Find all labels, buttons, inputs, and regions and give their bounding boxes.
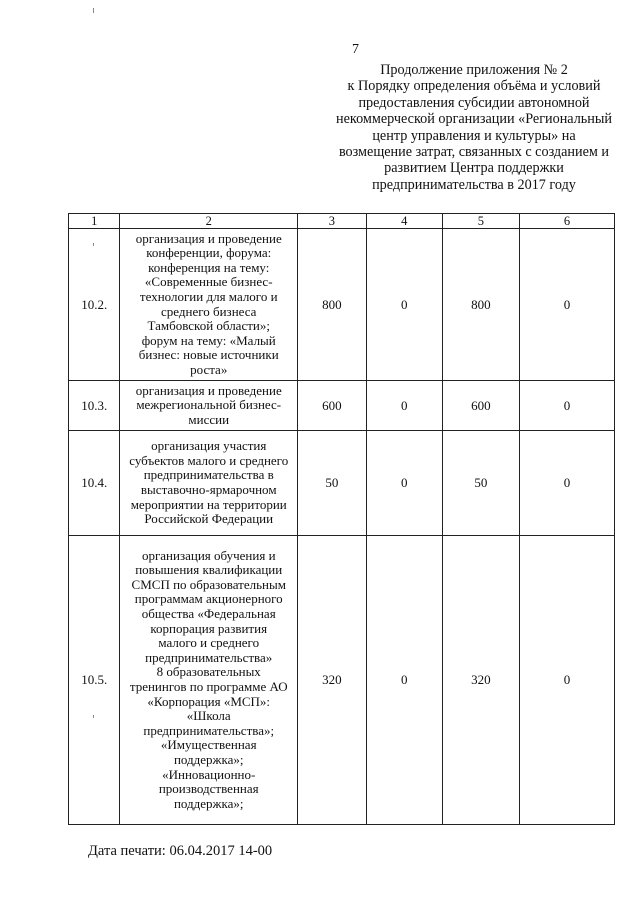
row-number: 10.2. bbox=[69, 229, 120, 381]
description-line: малого и среднего bbox=[158, 635, 260, 651]
description-line: мероприятии на территории bbox=[130, 496, 287, 512]
header-line: предпринимательства в 2017 году bbox=[372, 176, 576, 193]
value-cell: 0 bbox=[520, 381, 615, 431]
value-cell: 0 bbox=[520, 431, 615, 536]
value-cell: 0 bbox=[366, 381, 442, 431]
row-number: 10.4. bbox=[69, 431, 120, 536]
table-row bbox=[69, 536, 615, 825]
value-cell: 0 bbox=[366, 431, 442, 536]
print-date: Дата печати: 06.04.2017 14-00 bbox=[88, 843, 273, 859]
scan-mark bbox=[93, 243, 94, 246]
value-cell: 800 bbox=[442, 229, 520, 381]
header-line: возмещение затрат, связанных с созданием и bbox=[338, 144, 610, 161]
header-line: Продолжение приложения № 2 bbox=[380, 62, 568, 78]
column-header: 4 bbox=[366, 214, 442, 229]
description-line: среднего бизнеса bbox=[161, 303, 257, 319]
description-line: предпринимательства» bbox=[145, 649, 273, 665]
description-line: производственная bbox=[158, 781, 259, 797]
value-cell: 0 bbox=[520, 536, 615, 825]
description-line: форум на тему: «Малый bbox=[141, 332, 276, 348]
description-line: конференции, форума: bbox=[146, 245, 272, 261]
description-line: предпринимательства в bbox=[143, 467, 274, 483]
row-description bbox=[120, 381, 298, 431]
header-line: центр управления и культуры» на bbox=[372, 127, 576, 144]
description-line: поддержка»; bbox=[173, 751, 244, 767]
description-line: программам акционерного bbox=[134, 591, 283, 607]
description-line: бизнес: новые источники bbox=[138, 347, 279, 363]
description-line: организация участия bbox=[151, 438, 267, 454]
scan-mark bbox=[93, 8, 94, 13]
column-header: 6 bbox=[520, 214, 615, 229]
description-line: Российской Федерации bbox=[144, 511, 274, 527]
description-line: повышения квалификации bbox=[135, 562, 283, 578]
description-line: Тамбовской области»; bbox=[147, 318, 270, 334]
table-row bbox=[69, 431, 615, 536]
description-line: роста» bbox=[190, 361, 228, 377]
value-cell: 600 bbox=[442, 381, 520, 431]
description-line: «Современные бизнес- bbox=[144, 274, 273, 290]
description-line: тренингов по программе АО bbox=[129, 679, 288, 694]
value-cell: 600 bbox=[298, 381, 367, 431]
column-header: 1 bbox=[69, 214, 120, 229]
value-cell: 320 bbox=[442, 536, 520, 825]
value-cell: 50 bbox=[442, 431, 520, 536]
value-cell: 800 bbox=[298, 229, 367, 381]
table-header-row bbox=[69, 214, 615, 229]
row-number: 10.5. bbox=[69, 536, 120, 825]
scan-mark bbox=[93, 715, 94, 718]
description-line: субъектов малого и среднего bbox=[129, 452, 289, 468]
description-line: поддержка»; bbox=[173, 795, 244, 811]
value-cell: 0 bbox=[366, 536, 442, 825]
description-line: выставочно-ярмарочном bbox=[140, 482, 277, 497]
description-line: предпринимательства»; bbox=[143, 722, 275, 738]
column-header: 3 bbox=[298, 214, 367, 229]
value-cell: 0 bbox=[366, 229, 442, 381]
table-row bbox=[69, 381, 615, 431]
description-line: СМСП по образовательным bbox=[131, 576, 286, 592]
page-number: 7 bbox=[352, 42, 359, 57]
description-line: «Корпорация «МСП»: bbox=[147, 693, 271, 709]
header-line: к Порядку определения объёма и условий bbox=[347, 78, 601, 95]
row-description bbox=[120, 536, 298, 825]
description-line: организация обучения и bbox=[141, 547, 276, 563]
column-header: 5 bbox=[442, 214, 520, 229]
value-cell: 50 bbox=[298, 431, 367, 536]
row-number: 10.3. bbox=[69, 381, 120, 431]
description-line: организация и проведение bbox=[135, 230, 282, 246]
value-cell: 320 bbox=[298, 536, 367, 825]
header-line: развитием Центра поддержки bbox=[384, 160, 564, 177]
description-line: «Школа bbox=[186, 708, 231, 724]
description-line: корпорация развития bbox=[150, 620, 268, 636]
value-cell: 0 bbox=[520, 229, 615, 381]
description-line: организация и проведение bbox=[135, 382, 282, 398]
header-line: некоммерческой организации «Региональный bbox=[336, 111, 612, 128]
description-line: миссии bbox=[188, 411, 230, 427]
description-line: «Инновационно- bbox=[162, 766, 256, 782]
description-line: «Имущественная bbox=[160, 737, 257, 753]
subsidy-table bbox=[68, 213, 615, 825]
description-line: конференция на тему: bbox=[148, 259, 270, 275]
header-line: предоставления субсидии автономной bbox=[358, 94, 590, 111]
appendix-header bbox=[318, 62, 630, 193]
column-header: 2 bbox=[120, 214, 298, 229]
table-row bbox=[69, 229, 615, 381]
row-description bbox=[120, 431, 298, 536]
row-description bbox=[120, 229, 298, 381]
description-line: общества «Федеральная bbox=[141, 606, 276, 622]
description-line: межрегиональной бизнес- bbox=[136, 397, 282, 413]
description-line: технологии для малого и bbox=[139, 288, 278, 304]
description-line: 8 образовательных bbox=[156, 664, 261, 680]
